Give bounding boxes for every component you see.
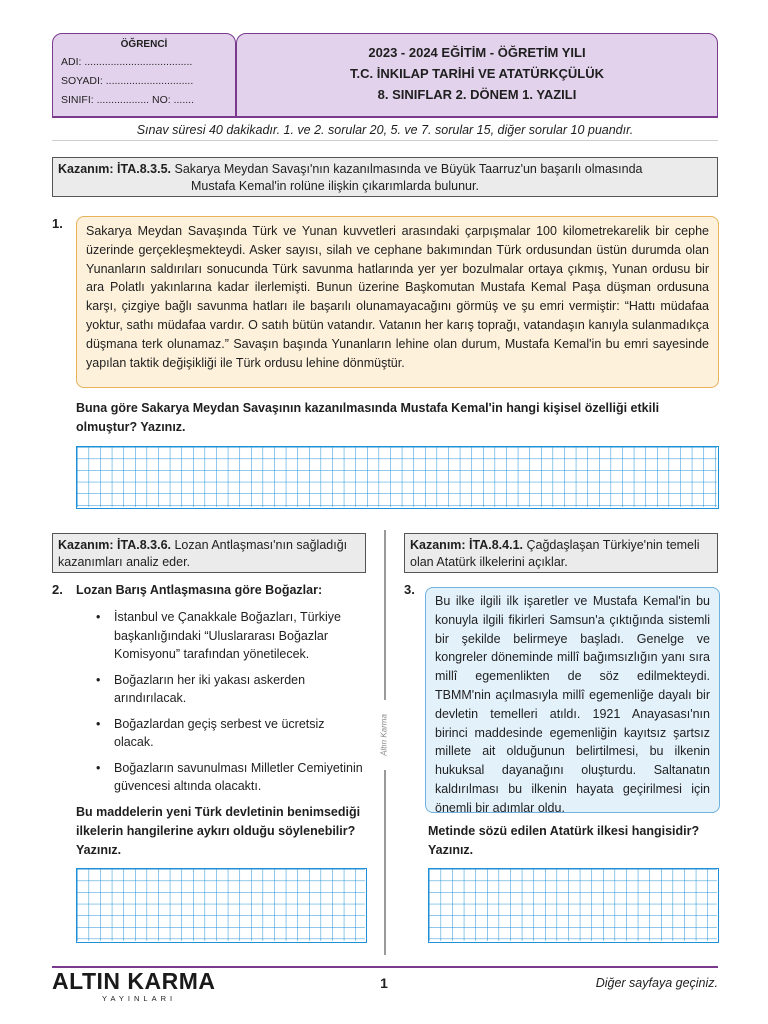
question-number-2: 2.	[52, 582, 63, 597]
answer-grid-2[interactable]	[76, 868, 367, 943]
title-line-2: T.C. İNKILAP TARİHİ VE ATATÜRKÇÜLÜK	[350, 66, 604, 81]
passage-1: Sakarya Meydan Savaşında Türk ve Yunan kuvvetleri arasındaki çarpışmalar 100 kilometrekarelik bir cephe üzerinde gerçekleşmekteydi. Asker sayısı, silah ve cephane bakımından Türk ordusundan üstün durumda olan Yunanların saldırıları sonucunda Türk savunma hatlarında yer yer bozulmalar ortaya çıkmış, Yunan ordusu bir ara Polatlı yakınlarına kadar ilerlemişti. Bunun üzerine Başkomutan Mustafa Kemal Paşa düşman ordusuna karşı, çizgiye bağlı savunma hatları ile başarılı olunamayacağını görmüş ve şu emri vermiştir: “Hattı müdafaa yoktur, sathı müdafaa vardır. O satıh bütün vatandır. Vatanın her karış toprağı, vatandaşın kanıyla sulanmadıkça düşmana terk olunamaz.” Savaşın başında Yunanların lehine olan durum, Mustafa Kemal'in bu emri sayesinde yapılan taktik değişikliği ile Türk ordusu lehine dönmüştür.	[76, 216, 719, 388]
answer-grid-3[interactable]	[428, 868, 719, 943]
kazanim-text-2: Lozan Antlaşması'nın sağladığı kazanımları analiz eder.	[58, 538, 348, 569]
page-number: 1	[380, 975, 388, 991]
student-info-box	[52, 33, 236, 117]
question-2-text: Bu maddelerin yeni Türk devletinin benimsediği ilkelerin hangilerine aykırı olduğu söylenebilir? Yazınız.	[76, 805, 361, 857]
logo-main: ALTIN KARMA	[52, 968, 216, 994]
exam-info: Sınav süresi 40 dakikadır. 1. ve 2. sorular 20, 5. ve 7. sorular 15, diğer sorular 10 puandır.	[136, 123, 634, 137]
question-number-3: 3.	[404, 582, 415, 597]
kazanim-text-1: Sakarya Meydan Savaşı'nın kazanılmasında ve Büyük Taarruz'un başarılı olmasında	[174, 162, 643, 176]
kazanim-text-3: Çağdaşlaşan Türkiye'nin temeli olan Atatürk ilkelerini açıklar.	[410, 538, 700, 569]
title-line-3: 8. SINIFLAR 2. DÖNEM 1. YAZILI	[377, 87, 577, 102]
bullet-list-2	[92, 608, 366, 803]
kazanim-code-3: Kazanım: İTA.8.4.1.	[410, 538, 523, 552]
logo-sub: YAYINLARI	[102, 994, 177, 1003]
answer-grid-1[interactable]	[76, 446, 719, 509]
bullet-item: • Boğazlardan geçiş serbest ve ücretsiz olacak.	[96, 716, 325, 749]
question-2-intro: Lozan Barış Antlaşmasına göre Boğazlar:	[76, 583, 323, 597]
kazanim-box-1	[52, 157, 718, 197]
watermark: Altın Karma	[376, 700, 392, 770]
kazanim-text-1b: Mustafa Kemal'in rolüne ilişkin çıkarımlarda bulunur.	[191, 179, 479, 193]
bullet-item: • Boğazların savunulması Milletler Cemiyetinin güvencesi altında olacaktı.	[96, 760, 363, 793]
next-page-note: Diğer sayfaya geçiniz.	[595, 976, 718, 990]
kazanim-box-3	[404, 533, 718, 573]
class-field: SINIFI: .................. NO: .......	[61, 94, 195, 106]
kazanim-box-2	[52, 533, 366, 573]
question-1-text: Buna göre Sakarya Meydan Savaşının kazanılmasında Mustafa Kemal'in hangi kişisel özelliği etkili olmuştur? Yazınız.	[76, 401, 660, 434]
info-divider	[52, 140, 718, 141]
surname-field: SOYADI: ..............................	[61, 75, 194, 87]
bullet-item: • Boğazların her iki yakası askerden arındırılacak.	[96, 672, 306, 705]
kazanim-code-2: Kazanım: İTA.8.3.6.	[58, 538, 171, 552]
title-line-1: 2023 - 2024 EĞİTİM - ÖĞRETİM YILI	[368, 45, 586, 60]
header-divider	[52, 116, 718, 118]
exam-title-box	[236, 33, 718, 117]
bullet-item: • İstanbul ve Çanakkale Boğazları, Türkiye başkanlığındaki “Uluslararası Boğazlar Komisyonu” tarafından yönetilecek.	[96, 610, 341, 661]
publisher-logo	[52, 968, 222, 1002]
passage-3: Bu ilke ilgili ilk işaretler ve Mustafa Kemal'in bu konuyla ilgili fikirleri Samsun'a çıktığında sistemli bir şekilde belirmeye başladı. Genelge ve kongreler döneminde millî bağımsızlığın yanı sıra millî egemenlikten de söz edilmekteydi. TBMM'nin açılmasıyla millî egemenliğe dayalı bir devletin temelleri atıldı. 1921 Anayasası'nın birinci maddesinde egemenliğin kayıtsız şartsız millete ait olduğunun belirtilmesi, bu ilkenin hukuksal dayanağını oluşturdu. Saltanatın kaldırılması bu ilkenin hayata geçirilmesi için önemli bir adımlar oldu.	[425, 587, 720, 813]
name-field: ADI: .....................................	[61, 56, 193, 68]
question-3-text: Metinde sözü edilen Atatürk ilkesi hangisidir? Yazınız.	[428, 824, 700, 857]
student-title: ÖĞRENCİ	[120, 39, 168, 50]
question-number-1: 1.	[52, 216, 63, 231]
kazanim-code-1: Kazanım: İTA.8.3.5.	[58, 162, 171, 176]
